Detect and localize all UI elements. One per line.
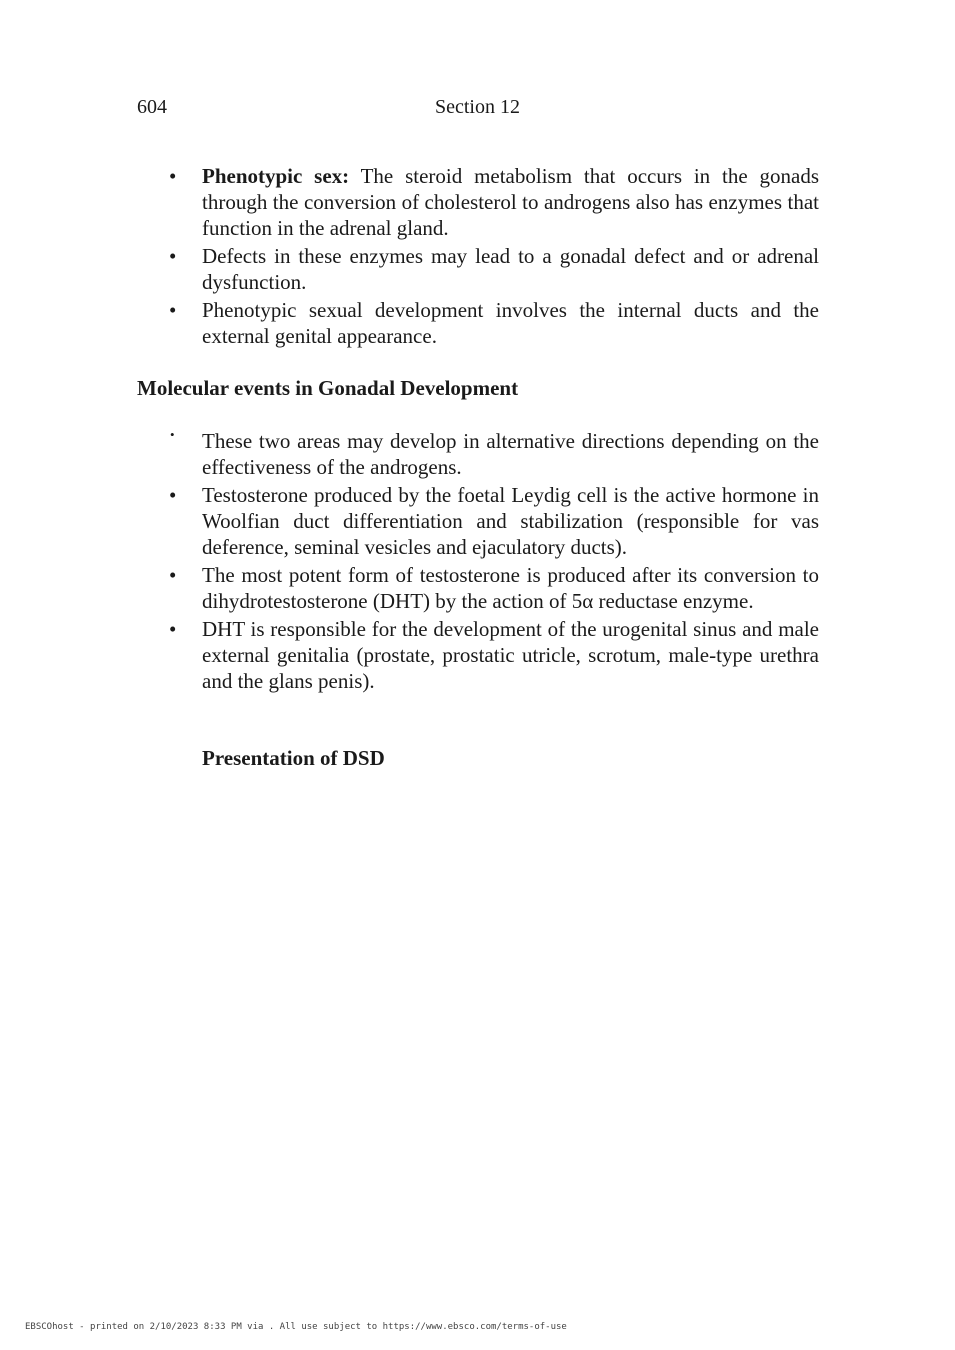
molecular-events-list (137, 428, 819, 696)
bullet-icon: • (169, 563, 177, 587)
bullet-icon: • (169, 164, 177, 188)
list-item (137, 163, 819, 241)
bullet-icon: • (169, 617, 177, 641)
phenotypic-sex-list (137, 163, 819, 351)
list-item-text: Phenotypic sexual development involves the internal ducts and the external genital appearance. (202, 298, 819, 348)
list-item-text: DHT is responsible for the development of the urogenital sinus and male external genitalia (prostate, prostatic utricle, scrotum, male-type urethra and the glans penis). (202, 617, 819, 693)
bullet-icon: • (169, 298, 177, 322)
print-footer: EBSCOhost - printed on 2/10/2023 8:33 PM via . All use subject to https://www.ebsco.com/terms-of-use (25, 1322, 567, 1332)
bullet-icon: • (170, 427, 175, 442)
list-item-text: The most potent form of testosterone is produced after its conversion to dihydrotestosterone (DHT) by the action of 5α reductase enzyme. (202, 563, 819, 613)
list-item-text: The steroid metabolism that occurs in the gonads through the conversion of cholesterol to androgens also has enzymes that function in the adrenal gland. (202, 164, 819, 240)
list-item (137, 482, 819, 560)
list-item (137, 616, 819, 694)
list-item-lead: Phenotypic sex: (202, 164, 350, 188)
list-item (137, 297, 819, 349)
list-item (137, 428, 819, 480)
list-item-text: Defects in these enzymes may lead to a gonadal defect and or adrenal dysfunction. (202, 244, 819, 294)
bullet-icon: • (169, 483, 177, 507)
list-item-text: These two areas may develop in alternative directions depending on the effectiveness of the androgens. (202, 429, 819, 479)
running-head: Section 12 (435, 96, 520, 118)
list-item-text: Testosterone produced by the foetal Leydig cell is the active hormone in Woolfian duct differentiation and stabilization (responsible for vas deference, seminal vesicles and ejaculatory ducts). (202, 483, 819, 559)
section-heading-presentation-dsd: Presentation of DSD (202, 746, 385, 770)
list-item (137, 562, 819, 614)
section-heading-molecular-events: Molecular events in Gonadal Development (137, 376, 519, 400)
page-number: 604 (137, 96, 167, 118)
bullet-icon: • (169, 244, 177, 268)
list-item (137, 243, 819, 295)
